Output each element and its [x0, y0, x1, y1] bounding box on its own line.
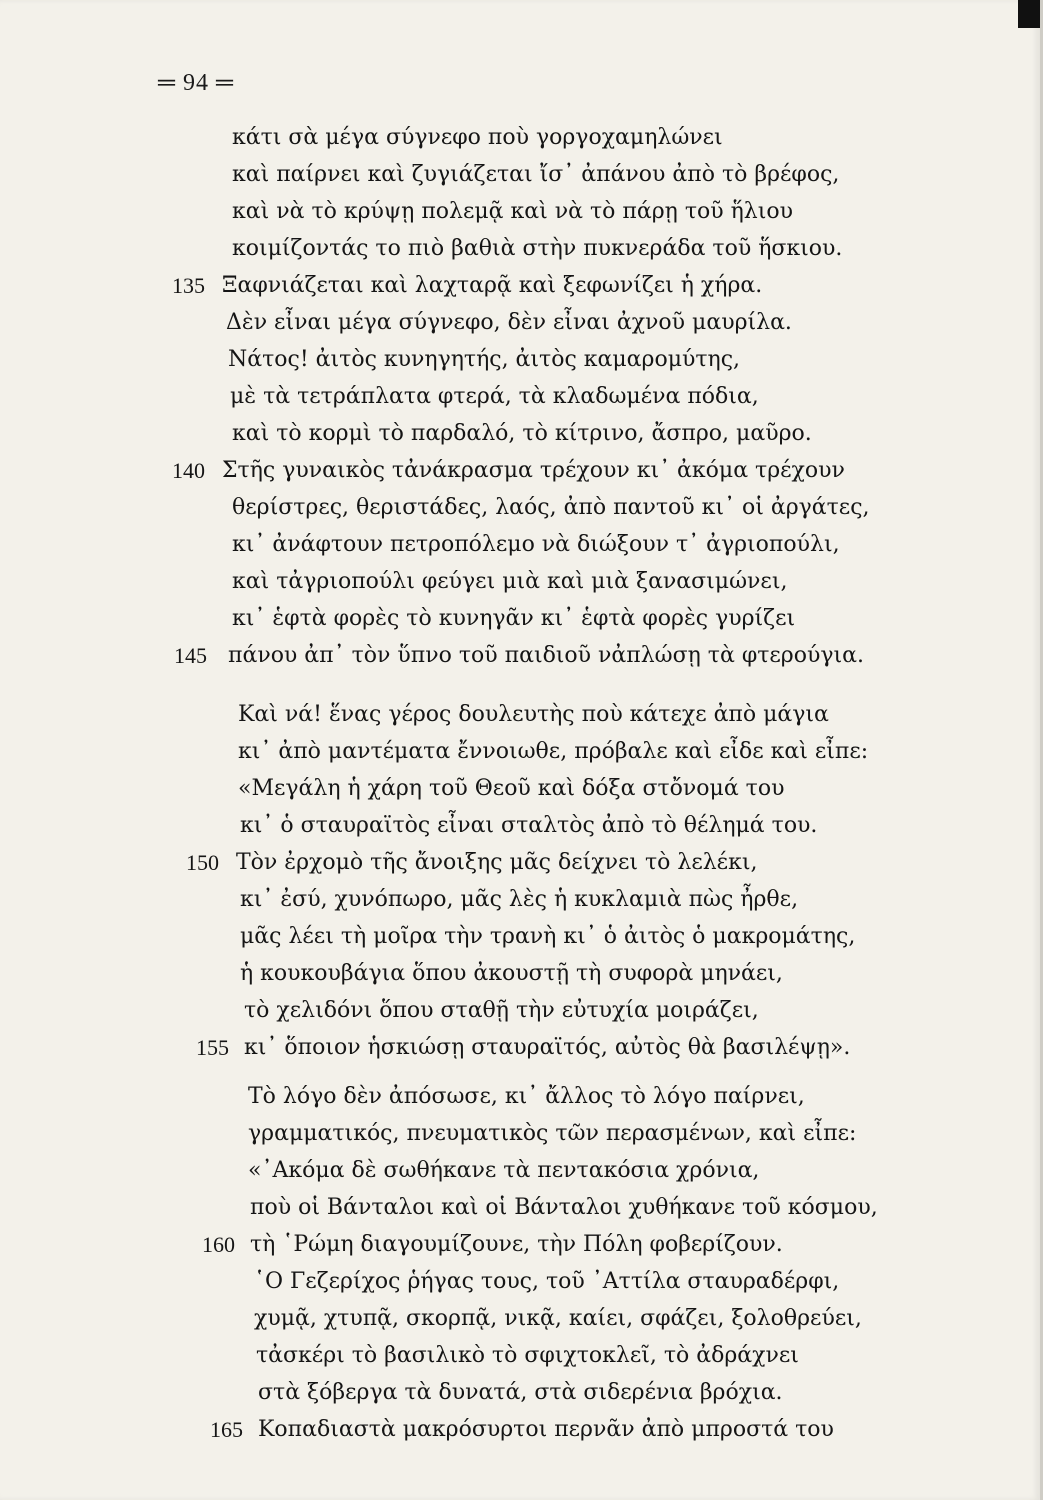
poem-line: [0, 1375, 1000, 1411]
line-text: κι᾽ ἐσύ, χυνόπωρο, μᾶς λὲς ἡ κυκλαμιὰ πὼς ἦρθε,: [240, 887, 799, 912]
line-number: 145: [174, 643, 207, 668]
poem-line: [0, 697, 1000, 733]
line-text: ποὺ οἱ Βάνταλοι καὶ οἱ Βάνταλοι χυθήκανε τοῦ κόσμου,: [250, 1195, 878, 1220]
poem-line: [0, 734, 1000, 770]
poem-line: [0, 1412, 1000, 1448]
line-text: τἀσκέρι τὸ βασιλικὸ τὸ σφιχτοκλεῖ, τὸ ἀδράχνει: [256, 1343, 799, 1368]
poem-line: [0, 601, 1000, 637]
poem-line: [0, 1079, 1000, 1115]
poem-line: [0, 1227, 1000, 1263]
line-text: καὶ τἀγριοπούλι φεύγει μιὰ καὶ μιὰ ξανασιμώνει,: [232, 569, 788, 594]
line-text: κι᾽ ὅποιον ἡσκιώσῃ σταυραϊτός, αὐτὸς θὰ βασιλέψῃ».: [244, 1035, 851, 1060]
poem-line: [0, 268, 1000, 304]
poem-line: [0, 120, 1000, 156]
line-text: τὸ χελιδόνι ὅπου σταθῇ τὴν εὐτυχία μοιράζει,: [244, 998, 759, 1023]
line-text: θερίστρες, θεριστάδες, λαός, ἀπὸ παντοῦ κι᾽ οἱ ἀργάτες,: [232, 495, 870, 520]
line-text: κάτι σὰ μέγα σύγνεφο ποὺ γοργοχαμηλώνει: [232, 125, 723, 150]
poem-line: [0, 157, 1000, 193]
line-text: κι᾽ ἀπὸ μαντέματα ἔννοιωθε, πρόβαλε καὶ εἶδε καὶ εἶπε:: [238, 739, 869, 764]
poem-line: [0, 564, 1000, 600]
line-number: 135: [172, 273, 205, 298]
poem-line: [0, 231, 1000, 267]
line-text: κοιμίζοντάς το πιὸ βαθιὰ στὴν πυκνεράδα τοῦ ἥσκιου.: [232, 236, 843, 261]
line-text: στὰ ξόβεργα τὰ δυνατά, στὰ σιδερένια βρόχια.: [258, 1380, 783, 1405]
line-text: «Μεγάλη ἡ χάρη τοῦ Θεοῦ καὶ δόξα στὄνομά του: [238, 776, 785, 801]
poem-line: [0, 305, 1000, 341]
poem-line: [0, 993, 1000, 1029]
line-text: «᾿Ακόμα δὲ σωθήκανε τὰ πεντακόσια χρόνια,: [248, 1158, 760, 1183]
line-text: μὲ τὰ τετράπλατα φτερά, τὰ κλαδωμένα πόδια,: [230, 384, 759, 409]
poem-line: [0, 1153, 1000, 1189]
line-text: γραμματικός, πνευματικὸς τῶν περασμένων, καὶ εἶπε:: [248, 1121, 857, 1146]
line-text: μᾶς λέει τὴ μοῖρα τὴν τρανὴ κι᾽ ὁ ἀιτὸς ὁ μακρομάτης,: [240, 924, 856, 949]
line-text: κι᾽ ἀνάφτουν πετροπόλεμο νὰ διώξουν τ᾽ ἀγριοπούλι,: [232, 532, 840, 557]
line-number: 140: [172, 458, 205, 483]
line-text: πάνου ἀπ᾽ τὸν ὕπνο τοῦ παιδιοῦ νἀπλώσῃ τὰ φτερούγια.: [228, 643, 864, 668]
poem-line: [0, 638, 1000, 674]
line-text: Καὶ νά! ἕνας γέρος δουλευτὴς ποὺ κάτεχε ἀπὸ μάγια: [238, 702, 829, 727]
line-text: κι᾽ ὁ σταυραϊτὸς εἶναι σταλτὸς ἀπὸ τὸ θέλημά του.: [240, 813, 818, 838]
page-number-header: ═ 94 ═: [158, 70, 235, 96]
poem-line: [0, 919, 1000, 955]
line-number: 150: [186, 850, 219, 875]
poem-line: [0, 1116, 1000, 1152]
poem-line: [0, 1264, 1000, 1300]
line-text: Ξαφνιάζεται καὶ λαχταρᾷ καὶ ξεφωνίζει ἡ χήρα.: [222, 273, 763, 298]
line-text: χυμᾷ, χτυπᾷ, σκορπᾷ, νικᾷ, καίει, σφάζει, ξολοθρεύει,: [254, 1306, 862, 1331]
line-number: 155: [196, 1035, 229, 1060]
line-number: 160: [202, 1232, 235, 1257]
poem-line: [0, 490, 1000, 526]
poem-line: [0, 956, 1000, 992]
poem-line: [0, 1030, 1000, 1066]
poem-line: [0, 342, 1000, 378]
poem-line: [0, 771, 1000, 807]
poem-line: [0, 416, 1000, 452]
line-text: Κοπαδιαστὰ μακρόσυρτοι περνᾶν ἀπὸ μπροστά του: [258, 1417, 834, 1442]
poem-line: [0, 845, 1000, 881]
line-text: ἡ κουκουβάγια ὅπου ἀκουστῇ τὴ συφορὰ μηνάει,: [240, 961, 783, 986]
poem-line: [0, 453, 1000, 489]
line-text: τὴ ῾Ρώμη διαγουμίζουνε, τὴν Πόλη φοβερίζουν.: [250, 1232, 783, 1257]
poem-line: [0, 527, 1000, 563]
line-text: κι᾽ ἑφτὰ φορὲς τὸ κυνηγᾶν κι᾽ ἑφτὰ φορὲς γυρίζει: [232, 606, 796, 631]
line-text: Δὲν εἶναι μέγα σύγνεφο, δὲν εἶναι ἀχνοῦ μαυρίλα.: [226, 310, 792, 335]
poem-line: [0, 194, 1000, 230]
poem-line: [0, 808, 1000, 844]
poem-line: [0, 379, 1000, 415]
scan-corner-mark: [1018, 0, 1040, 28]
poem-line: [0, 1301, 1000, 1337]
line-text: ῾Ο Γεζερίχος ῥήγας τους, τοῦ ᾿Αττίλα σταυραδέρφι,: [254, 1269, 840, 1294]
line-text: Στῆς γυναικὸς τἀνάκρασμα τρέχουν κι᾽ ἀκόμα τρέχουν: [222, 458, 845, 483]
line-text: Τὸν ἐρχομὸ τῆς ἄνοιξης μᾶς δείχνει τὸ λελέκι,: [236, 850, 758, 875]
line-text: καὶ νὰ τὸ κρύψῃ πολεμᾷ καὶ νὰ τὸ πάρῃ τοῦ ἥλιου: [232, 199, 793, 224]
line-text: καὶ τὸ κορμὶ τὸ παρδαλό, τὸ κίτρινο, ἄσπρο, μαῦρο.: [232, 421, 812, 446]
line-text: Τὸ λόγο δὲν ἀπόσωσε, κι᾽ ἄλλος τὸ λόγο παίρνει,: [248, 1084, 805, 1109]
line-number: 165: [210, 1417, 243, 1442]
poem-line: [0, 882, 1000, 918]
line-text: Νάτος! ἀιτὸς κυνηγητής, ἀιτὸς καμαρομύτης,: [228, 347, 741, 372]
poem-line: [0, 1190, 1000, 1226]
line-text: καὶ παίρνει καὶ ζυγιάζεται ἴσ᾽ ἀπάνου ἀπὸ τὸ βρέφος,: [232, 162, 840, 187]
poem-line: [0, 1338, 1000, 1374]
